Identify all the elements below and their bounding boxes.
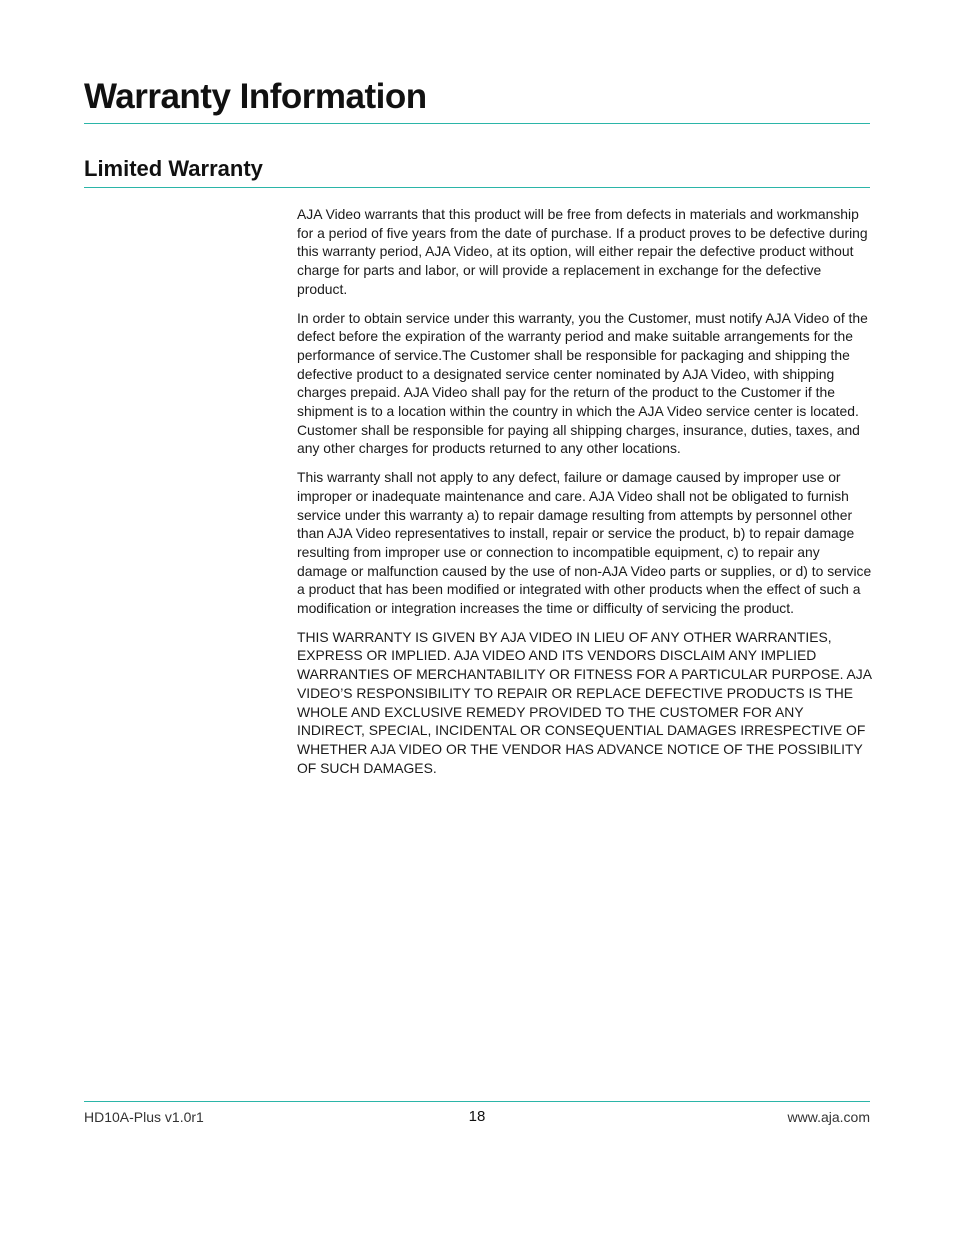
title-divider xyxy=(84,123,870,124)
paragraph-service-procedure: In order to obtain service under this warranty, you the Customer, must notify AJA Video of the defect before the expiration of the warranty period and make suitable arrangements for the performance of service.The Customer shall be responsible for packaging and shipping the defective product to a designated service center nominated by AJA Video, with shipping charges prepaid. AJA Video shall pay for the return of the product to the Customer if the shipment is to a location within the country in which the AJA Video service center is located. Customer shall be responsible for paying all shipping charges, insurance, duties, taxes, and any other charges for products returned to any other locations. xyxy=(297,309,868,457)
paragraph-warranty-terms: AJA Video warrants that this product will be free from defects in materials and workmanship for a period of five years from the date of purchase. If a product proves to be defective during this warranty period, AJA Video, at its option, will either repair the defective product without charge for parts and labor, or will provide a replacement in exchange for the defective product. xyxy=(297,206,868,297)
paragraph-disclaimer: THIS WARRANTY IS GIVEN BY AJA VIDEO IN LIEU OF ANY OTHER WARRANTIES, EXPRESS OR IMPLIED. AJA VIDEO AND ITS VENDORS DISCLAIM ANY IMPLIED WARRANTIES OF MERCHANTABILITY OR FITNESS FOR A PARTICULAR PURPOSE. AJA VIDEO’S RESPONSIBILITY TO REPAIR OR REPLACE DEFECTIVE PRODUCTS IS THE WHOLE AND EXCLUSIVE REMEDY PROVIDED TO THE CUSTOMER FOR ANY INDIRECT, SPECIAL, INCIDENTAL OR CONSEQUENTIAL DAMAGES IRRESPECTIVE OF WHETHER AJA VIDEO OR THE VENDOR HAS ADVANCE NOTICE OF THE POSSIBILITY OF SUCH DAMAGES. xyxy=(297,628,872,776)
footer-doc-version: HD10A-Plus v1.0r1 xyxy=(84,1109,204,1125)
footer-website-link[interactable]: www.aja.com xyxy=(787,1109,870,1125)
footer-divider xyxy=(84,1101,870,1102)
warranty-body xyxy=(297,205,872,787)
paragraph-exclusions: This warranty shall not apply to any defect, failure or damage caused by improper use or improper or inadequate maintenance and care. AJA Video shall not be obligated to furnish service under this warranty a) to repair damage resulting from attempts by personnel other than AJA Video representatives to install, repair or service the product, b) to repair damage resulting from improper use or connection to incompatible equipment, c) to repair any damage or malfunction caused by the use of non-AJA Video parts or supplies, or d) to service a product that has been modified or integrated with other products when the effect of such a modification or integration increases the time or difficulty of servicing the product. xyxy=(297,469,872,617)
footer-page-number: 18 xyxy=(468,1108,486,1125)
page-title: Warranty Information xyxy=(84,77,427,116)
section-title: Limited Warranty xyxy=(84,156,263,181)
section-divider xyxy=(84,187,870,188)
